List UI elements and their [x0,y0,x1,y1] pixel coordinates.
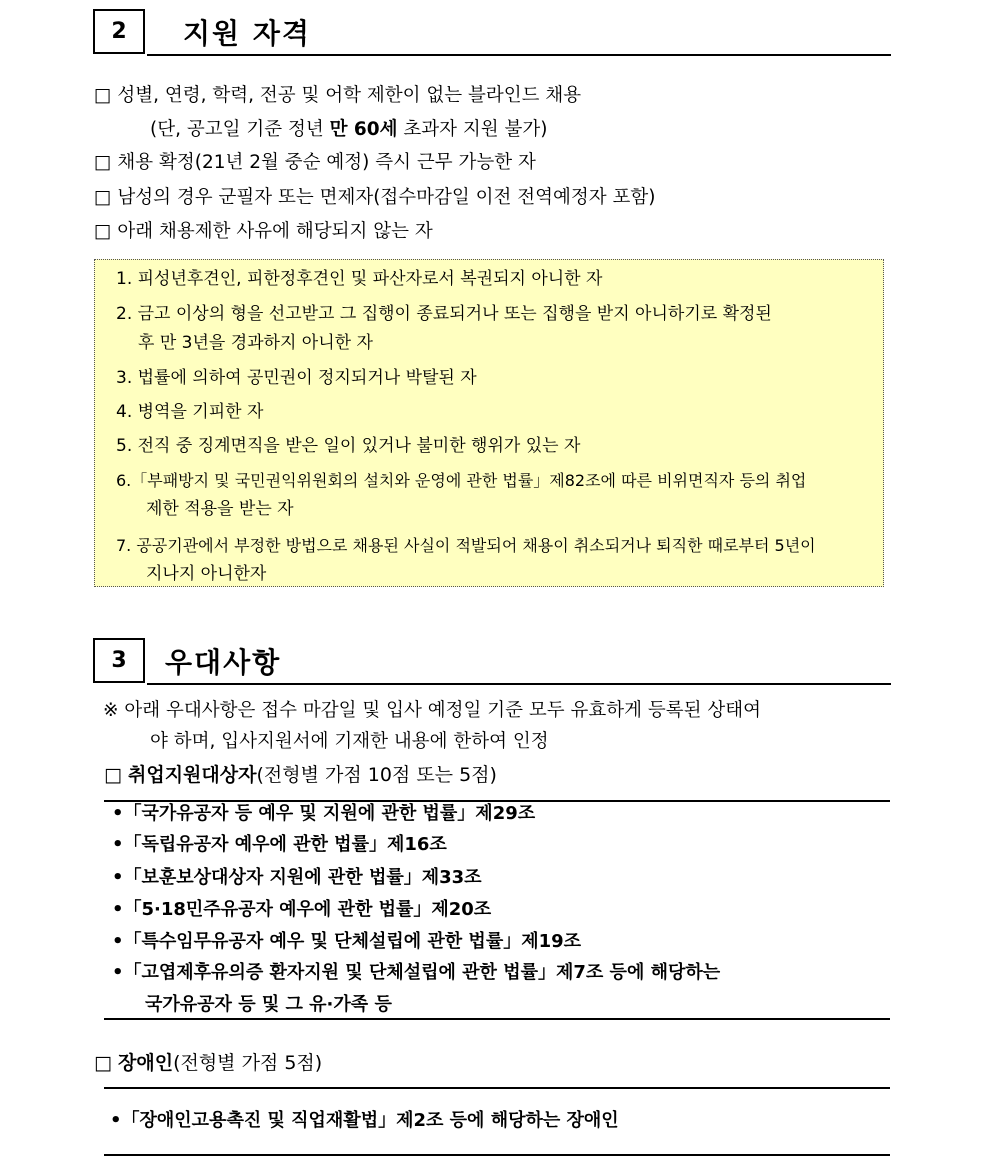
table-bottom-rule [104,1018,890,1020]
law-item: •「장애인고용촉진 및 직업재활법」제2조 등에 해당하는 장애인 [110,1110,619,1131]
restriction-item: 3. 법률에 의하여 공민권이 정지되거나 박탈된 자 [116,368,477,388]
section-underline [147,683,891,685]
restriction-item: 1. 피성년후견인, 피한정후견인 및 파산자로서 복권되지 아니한 자 [116,269,603,289]
preference-note: ※ 아래 우대사항은 접수 마감일 및 입사 예정일 기준 모두 유효하게 등록된 상태여 [103,700,761,721]
restriction-item: 4. 병역을 기피한 자 [116,402,264,422]
qualification-subline: (단, 공고일 기준 정년 만 60세 초과자 지원 불가) [150,119,548,140]
section-title: 지원 자격 [183,17,311,50]
section-title: 우대사항 [165,646,282,679]
section-number: 2 [111,19,127,44]
law-item: •「5·18민주유공자 예우에 관한 법률」제20조 [112,899,492,920]
restriction-item-cont: 후 만 3년을 경과하지 아니한 자 [138,333,373,353]
preference-note-cont: 야 하며, 입사지원서에 기재한 내용에 한하여 인정 [150,731,549,752]
restriction-item-cont: 지나지 아니한자 [146,564,267,584]
employment-support-heading: □ 취업지원대상자(전형별 가점 10점 또는 5점) [104,764,497,786]
section-underline [147,54,891,56]
section-number: 3 [111,648,127,673]
law-item: •「국가유공자 등 예우 및 지원에 관한 법률」제29조 [112,803,536,824]
section-number-box [93,9,145,54]
table-bottom-rule [104,1154,890,1156]
disabled-heading: □ 장애인(전형별 가점 5점) [94,1052,323,1074]
law-item: •「독립유공자 예우에 관한 법률」제16조 [112,834,447,855]
restriction-item: 7. 공공기관에서 부정한 방법으로 채용된 사실이 적발되어 채용이 취소되거나 퇴직한 때로부터 5년이 [116,536,816,555]
table-top-rule [104,1087,890,1089]
age-limit: 만 60세 [329,119,398,140]
section-number-box [93,638,145,683]
law-item: •「보훈보상대상자 지원에 관한 법률」제33조 [112,867,482,888]
law-item: •「특수임무유공자 예우 및 단체설립에 관한 법률」제19조 [112,931,582,952]
law-item: •「고엽제후유의증 환자지원 및 단체설립에 관한 법률」제7조 등에 해당하는 [112,962,721,983]
restriction-item: 6.「부패방지 및 국민권익위원회의 설치와 운영에 관한 법률」제82조에 따른 비위면직자 등의 취업 [116,471,807,490]
qualification-line: □ 성별, 연령, 학력, 전공 및 어학 제한이 없는 블라인드 채용 [94,85,582,106]
restriction-item-cont: 제한 적용을 받는 자 [146,499,294,519]
qualification-line: □ 남성의 경우 군필자 또는 면제자(접수마감일 이전 전역예정자 포함) [94,187,656,208]
law-item-cont: 국가유공자 등 및 그 유·가족 등 [145,994,392,1015]
restriction-item: 2. 금고 이상의 형을 선고받고 그 집행이 종료되거나 또는 집행을 받지 아니하기로 확정된 [116,304,772,324]
qualification-line: □ 아래 채용제한 사유에 해당되지 않는 자 [94,221,433,242]
qualification-line: □ 채용 확정(21년 2월 중순 예정) 즉시 근무 가능한 자 [94,152,536,173]
restriction-item: 5. 전직 중 징계면직을 받은 일이 있거나 불미한 행위가 있는 자 [116,436,581,456]
